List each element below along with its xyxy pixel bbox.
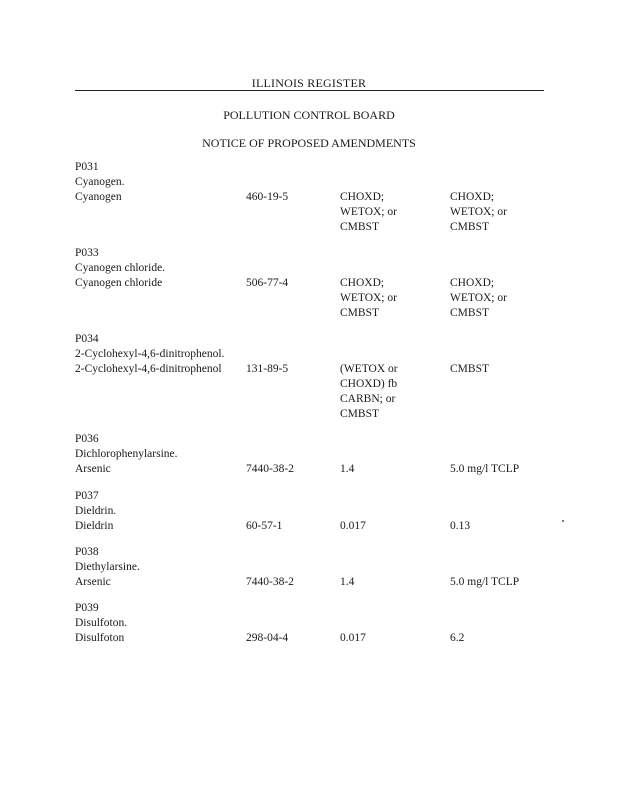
nonwastewater-standard: CHOXD; WETOX; or CMBST [450, 277, 507, 319]
waste-description: Disulfoton. [75, 617, 128, 629]
constituent-row [75, 519, 575, 534]
waste-entry [75, 246, 575, 332]
cas-number: 7440-38-2 [246, 463, 294, 475]
cas-number: 131-89-5 [246, 363, 289, 375]
constituent-name: Arsenic [75, 576, 111, 588]
waste-entry [75, 432, 575, 489]
nonwastewater-standard: 6.2 [450, 632, 465, 644]
waste-code: P034 [75, 333, 99, 345]
constituent-row [75, 276, 575, 319]
constituent-name: Cyanogen chloride [75, 277, 163, 289]
wastewater-standard: 1.4 [340, 576, 355, 588]
constituent-name: Dieldrin [75, 520, 114, 532]
wastewater-standard: CHOXD; WETOX; or CMBST [340, 191, 397, 233]
board-title: POLLUTION CONTROL BOARD [223, 108, 395, 122]
waste-code-table [75, 160, 575, 651]
register-title: ILLINOIS REGISTER [251, 76, 367, 90]
waste-code: P038 [75, 546, 99, 558]
waste-entry [75, 160, 575, 246]
waste-code: P033 [75, 247, 99, 259]
waste-description: Cyanogen. [75, 176, 125, 188]
waste-entry [75, 545, 575, 601]
nonwastewater-standard: 5.0 mg/l TCLP [450, 463, 520, 475]
constituent-row [75, 575, 575, 590]
wastewater-standard: 0.017 [340, 632, 366, 644]
nonwastewater-standard: 0.13 [450, 520, 471, 532]
constituent-name: Cyanogen [75, 191, 122, 203]
waste-entry [75, 332, 575, 432]
wastewater-standard: 1.4 [340, 463, 355, 475]
constituent-name: Arsenic [75, 463, 111, 475]
waste-description: Diethylarsine. [75, 561, 140, 573]
waste-entry [75, 601, 575, 651]
nonwastewater-standard: CMBST [450, 363, 489, 375]
wastewater-standard: 0.017 [340, 520, 366, 532]
waste-description: Dieldrin. [75, 505, 117, 517]
cas-number: 7440-38-2 [246, 576, 294, 588]
constituent-name: 2-Cyclohexyl-4,6-dinitrophenol [75, 363, 222, 375]
waste-description: Dichlorophenylarsine. [75, 448, 178, 460]
waste-description: 2-Cyclohexyl-4,6-dinitrophenol. [75, 348, 225, 360]
constituent-row [75, 362, 575, 420]
nonwastewater-standard: CHOXD; WETOX; or CMBST [450, 191, 507, 233]
scan-speck [562, 520, 564, 522]
cas-number: 506-77-4 [246, 277, 289, 289]
waste-code: P031 [75, 161, 99, 173]
wastewater-standard: CHOXD; WETOX; or CMBST [340, 277, 397, 319]
nonwastewater-standard: 5.0 mg/l TCLP [450, 576, 520, 588]
waste-code: P036 [75, 433, 99, 445]
constituent-row [75, 190, 575, 233]
wastewater-standard: (WETOX or CHOXD) fb CARBN; or CMBST [340, 363, 398, 420]
constituent-row [75, 631, 575, 646]
notice-title: NOTICE OF PROPOSED AMENDMENTS [202, 136, 416, 150]
cas-number: 298-04-4 [246, 632, 289, 644]
waste-entry [75, 489, 575, 545]
waste-code: P037 [75, 490, 99, 502]
cas-number: 60-57-1 [246, 520, 283, 532]
waste-code: P039 [75, 602, 99, 614]
constituent-row [75, 462, 575, 477]
header-rule [75, 90, 544, 91]
cas-number: 460-19-5 [246, 191, 289, 203]
constituent-name: Disulfoton [75, 632, 125, 644]
waste-description: Cyanogen chloride. [75, 262, 166, 274]
